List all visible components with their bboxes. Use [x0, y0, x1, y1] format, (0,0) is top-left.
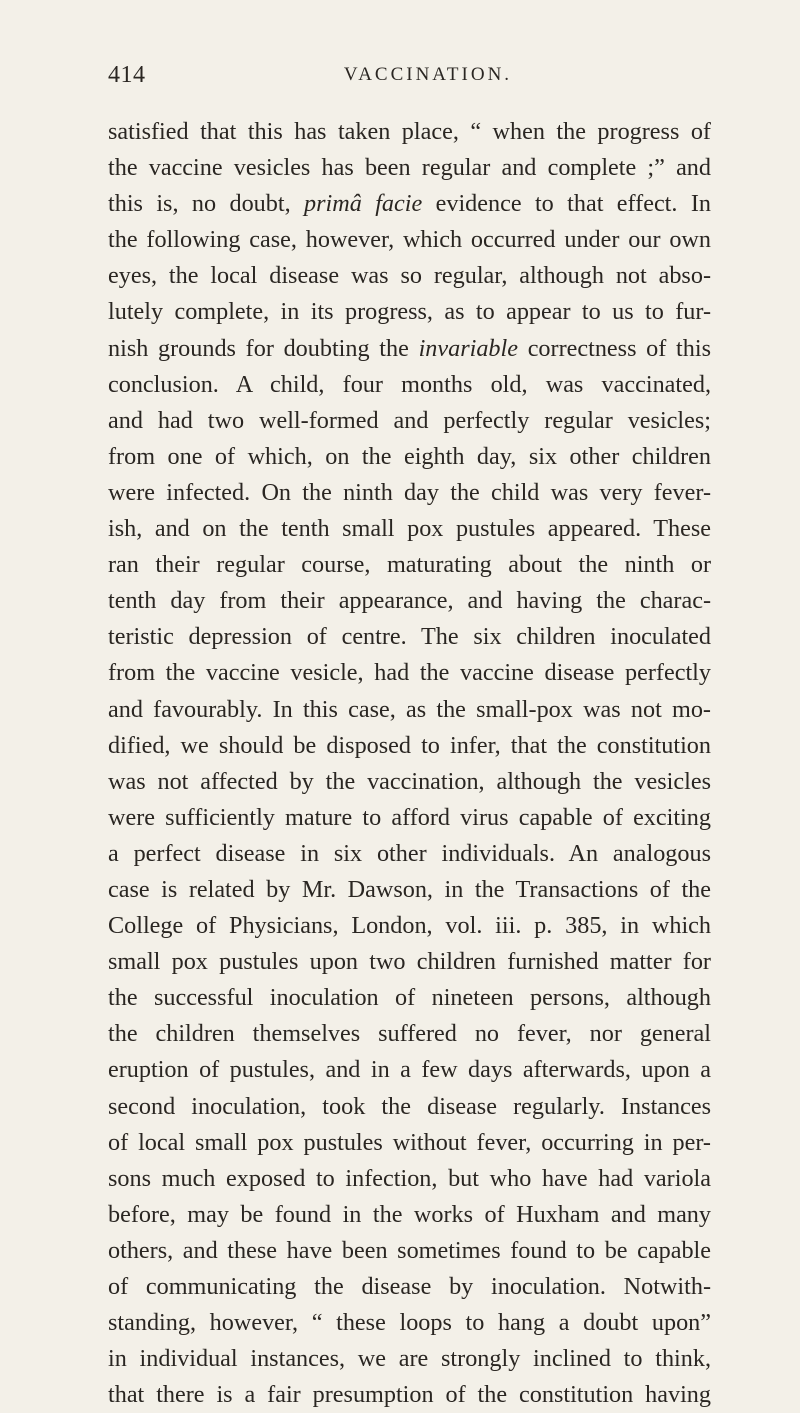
page-number: 414 — [108, 62, 146, 88]
text-line: the following case, however, which occurred under our own — [108, 226, 711, 254]
text-line: in individual instances, we are strongly inclined to think, — [108, 1345, 711, 1373]
text-line: case is related by Mr. Dawson, in the Transactions of the — [108, 875, 711, 903]
text-line: small pox pustules upon two children furnished matter for — [108, 948, 711, 976]
text-line: ran their regular course, maturating about the ninth or — [108, 551, 711, 579]
text-segment: this is, no doubt, — [108, 190, 305, 218]
text-line: before, may be found in the works of Huxham and many — [108, 1200, 711, 1228]
text-line: satisfied that this has taken place, “ when the progress of — [108, 118, 711, 145]
text-line: tenth day from their appearance, and having the charac- — [108, 587, 711, 615]
text-line: standing, however, “ these loops to hang a doubt upon” — [108, 1309, 711, 1337]
text-line: and favourably. In this case, as the small-pox was not mo- — [108, 695, 711, 723]
italic-phrase: primâ facie — [304, 190, 423, 218]
text-segment: evidence to that effect. In — [422, 190, 711, 218]
running-head: VACCINATION. — [343, 64, 513, 85]
body-text — [108, 114, 711, 1413]
text-segment: correctness of this — [517, 334, 711, 362]
text-line — [108, 186, 711, 222]
text-line: eyes, the local disease was so regular, although not abso- — [108, 262, 711, 290]
text-line: that there is a fair presumption of the constitution having — [108, 1381, 711, 1409]
text-line: the successful inoculation of nineteen persons, although — [108, 984, 711, 1012]
text-line: ish, and on the tenth small pox pustules appeared. These — [108, 515, 711, 543]
text-line: sons much exposed to infection, but who have had variola — [108, 1164, 711, 1192]
text-line: the vaccine vesicles has been regular and complete ;” and — [108, 154, 711, 182]
text-line: others, and these have been sometimes found to be capable — [108, 1236, 711, 1264]
text-line: the children themselves suffered no fever, nor general — [108, 1020, 711, 1048]
text-line: from one of which, on the eighth day, six other children — [108, 442, 711, 470]
text-line: of local small pox pustules without fever, occurring in per- — [108, 1128, 711, 1156]
text-line: teristic depression of centre. The six children inoculated — [108, 623, 711, 651]
text-line: from the vaccine vesicle, had the vaccine disease perfectly — [108, 659, 711, 687]
text-line: were infected. On the ninth day the child was very fever- — [108, 478, 711, 506]
italic-phrase: invariable — [418, 334, 518, 362]
text-line: second inoculation, took the disease regularly. Instances — [108, 1092, 711, 1120]
text-line: of communicating the disease by inoculation. Notwith- — [108, 1273, 711, 1300]
text-line: conclusion. A child, four months old, was vaccinated, — [108, 370, 711, 398]
text-segment: nish grounds for doubting the — [108, 334, 419, 362]
text-line: lutely complete, in its progress, as to appear to us to fur- — [108, 298, 711, 326]
text-line: dified, we should be disposed to infer, that the constitution — [108, 731, 711, 759]
text-line: were sufficiently mature to afford virus capable of exciting — [108, 803, 711, 831]
text-line: a perfect disease in six other individuals. An analogous — [108, 839, 711, 867]
text-line: was not affected by the vaccination, although the vesicles — [108, 767, 711, 795]
text-line: College of Physicians, London, vol. iii. p. 385, in which — [108, 912, 711, 940]
text-line: eruption of pustules, and in a few days afterwards, upon a — [108, 1056, 711, 1084]
text-line: and had two well-formed and perfectly regular vesicles; — [108, 406, 711, 434]
text-line — [108, 331, 711, 367]
page-header — [108, 62, 708, 96]
